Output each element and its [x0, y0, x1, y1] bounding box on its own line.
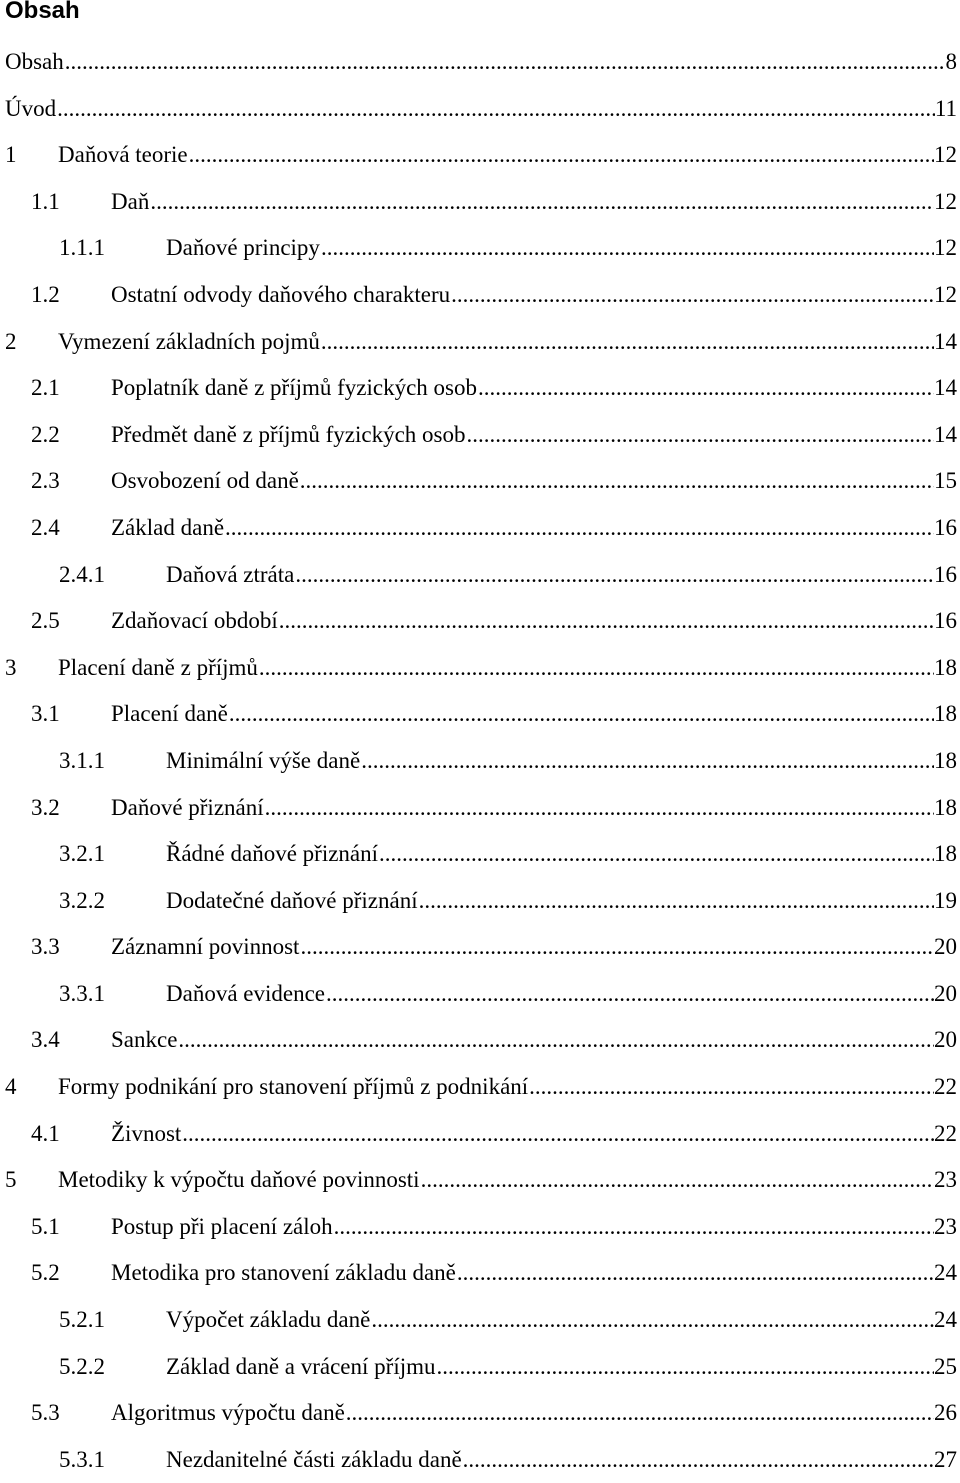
toc-entry-page-number: 18 [934, 747, 957, 773]
toc-entry-line [31, 785, 957, 832]
toc-entry-line [31, 1204, 957, 1251]
toc-entry[interactable] [0, 1064, 960, 1111]
toc-entry-line [31, 272, 957, 319]
dot-leader [325, 971, 934, 1018]
toc-entry-page-number: 16 [934, 608, 957, 634]
toc-entry[interactable] [0, 1344, 960, 1391]
toc-entry-title: Daňové principy [166, 235, 320, 261]
toc-entry-page-number: 12 [934, 188, 957, 214]
toc-entry-page-number: 12 [934, 281, 957, 307]
toc-entry[interactable] [0, 924, 960, 971]
dot-leader [528, 1064, 934, 1111]
toc-entry-number: 2.1 [31, 375, 60, 401]
toc-entry-page-number: 12 [934, 235, 957, 261]
toc-entry-number: 5.2.1 [59, 1307, 105, 1333]
dot-leader [477, 365, 934, 412]
dot-leader [264, 785, 934, 832]
toc-entry-number: 1 [5, 142, 17, 168]
toc-entry-title: Záznamní povinnost [111, 934, 300, 960]
toc-entry-line [5, 86, 957, 133]
dot-leader [360, 738, 934, 785]
toc-entry-number: 3.1 [31, 701, 60, 727]
dot-leader [345, 1390, 934, 1437]
toc-entry[interactable] [0, 86, 960, 133]
toc-entry[interactable] [0, 225, 960, 272]
toc-entry-title: Ostatní odvody daňového charakteru [111, 281, 451, 307]
toc-entry-line [59, 1344, 957, 1391]
toc-entry-number: 1.1.1 [59, 235, 105, 261]
dot-leader [420, 1157, 934, 1204]
toc-entry[interactable] [0, 552, 960, 599]
toc-entry-line [5, 132, 957, 179]
toc-entry-number: 3.4 [31, 1027, 60, 1053]
toc-entry[interactable] [0, 1157, 960, 1204]
toc-entry[interactable] [0, 1297, 960, 1344]
toc-entry-title: Daň [111, 188, 150, 214]
toc-entry-page-number: 18 [934, 654, 957, 680]
toc-entry-page-number: 23 [934, 1213, 957, 1239]
toc-entry-title: Metodika pro stanovení základu daně [111, 1260, 456, 1286]
toc-entry-line [59, 878, 957, 925]
dot-leader [258, 645, 934, 692]
toc-entry-page-number: 20 [934, 934, 957, 960]
toc-entry-title: Sankce [111, 1027, 178, 1053]
toc-entry-line [59, 831, 957, 878]
toc-entry-number: 2.4.1 [59, 561, 105, 587]
toc-entry[interactable] [0, 319, 960, 366]
toc-entry-title: Minimální výše daně [166, 747, 361, 773]
toc-entry-number: 5 [5, 1167, 17, 1193]
toc-entry-page-number: 26 [934, 1400, 957, 1426]
dot-leader [370, 1297, 934, 1344]
toc-entry-page-number: 18 [934, 841, 957, 867]
toc-entry-title: Osvobození od daně [111, 468, 299, 494]
toc-entry-line [31, 179, 957, 226]
toc-entry[interactable] [0, 132, 960, 179]
toc-entry[interactable] [0, 458, 960, 505]
toc-entry-number: 3.1.1 [59, 747, 105, 773]
toc-entry-page-number: 18 [934, 701, 957, 727]
toc-entry-number: 3.3 [31, 934, 60, 960]
toc-entry-number: 3.2.1 [59, 841, 105, 867]
dot-leader [64, 39, 946, 86]
toc-entry-number: 4 [5, 1074, 17, 1100]
dot-leader [320, 319, 934, 366]
toc-entry-title: Poplatník daně z příjmů fyzických osob [111, 375, 478, 401]
toc-entry[interactable] [0, 1250, 960, 1297]
toc-entry-page-number: 24 [934, 1260, 957, 1286]
toc-entry-line [31, 691, 957, 738]
toc-entry-line [59, 738, 957, 785]
toc-entry-page-number: 14 [934, 375, 957, 401]
toc-entry-title: Řádné daňové přiznání [166, 841, 379, 867]
toc-entry-page-number: 23 [934, 1167, 957, 1193]
toc-entry-title: Daňová evidence [166, 980, 326, 1006]
toc-entry-line [31, 1250, 957, 1297]
toc-entry-number: 2.3 [31, 468, 60, 494]
toc-entry-line [31, 505, 957, 552]
dot-leader [462, 1437, 934, 1483]
toc-entry-line [31, 412, 957, 459]
toc-entry-number: 1.1 [31, 188, 60, 214]
toc-entry-number: 5.2 [31, 1260, 60, 1286]
dot-leader [320, 225, 934, 272]
toc-entry-page-number: 18 [934, 794, 957, 820]
toc-entry[interactable] [0, 1111, 960, 1158]
toc-entry-title: Daňové přiznání [111, 794, 264, 820]
toc-entry[interactable] [0, 598, 960, 645]
toc-entry-number: 2.5 [31, 608, 60, 634]
toc-entry-title: Nezdanitelné části základu daně [166, 1446, 462, 1472]
toc-entry[interactable] [0, 971, 960, 1018]
dot-leader [299, 458, 934, 505]
toc-entry-title: Daňová ztráta [166, 561, 295, 587]
dot-leader [177, 1017, 934, 1064]
toc-entry[interactable] [0, 831, 960, 878]
toc-entry-page-number: 25 [934, 1353, 957, 1379]
page-heading: Obsah [5, 0, 80, 24]
toc-entry-title: Vymezení základních pojmů [58, 328, 320, 354]
toc-entry-page-number: 8 [945, 49, 957, 74]
toc-entry-title: Živnost [111, 1120, 182, 1146]
toc-entry[interactable] [0, 691, 960, 738]
toc-entry-page-number: 27 [934, 1446, 957, 1472]
toc-entry-line [31, 1111, 957, 1158]
toc-entry-title: Základ daně [111, 514, 225, 540]
toc-entry-title: Postup při placení záloh [111, 1213, 333, 1239]
toc-entry-title: Daňová teorie [58, 142, 188, 168]
dot-leader [228, 691, 934, 738]
dot-leader [299, 924, 934, 971]
toc-entry-number: 2.4 [31, 514, 60, 540]
toc-entry-title: Zdaňovací období [111, 608, 278, 634]
toc-entry-title: Základ daně a vrácení příjmu [166, 1353, 436, 1379]
toc-entry-line [59, 1437, 957, 1483]
dot-leader [450, 272, 934, 319]
dot-leader [224, 505, 934, 552]
toc-entry-title: Metodiky k výpočtu daňové povinnosti [58, 1167, 420, 1193]
toc-entry-page-number: 20 [934, 980, 957, 1006]
toc-entry[interactable] [0, 365, 960, 412]
toc-entry-line [31, 598, 957, 645]
toc-entry-line [5, 645, 957, 692]
toc-entry-line [31, 924, 957, 971]
toc-entry-number: 2.2 [31, 421, 60, 447]
toc-entry-number: 5.1 [31, 1213, 60, 1239]
toc-entry[interactable] [0, 505, 960, 552]
toc-entry-page-number: 12 [934, 142, 957, 168]
table-of-contents [0, 39, 960, 1483]
dot-leader [436, 1344, 935, 1391]
toc-entry[interactable] [0, 1390, 960, 1437]
toc-entry-title: Obsah [5, 49, 64, 74]
toc-entry-number: 3.3.1 [59, 980, 105, 1006]
toc-entry[interactable] [0, 1017, 960, 1064]
toc-entry-page-number: 16 [934, 514, 957, 540]
toc-entry[interactable] [0, 272, 960, 319]
dot-leader [278, 598, 934, 645]
toc-entry[interactable] [0, 878, 960, 925]
toc-entry-title: Placení daně z příjmů [58, 654, 258, 680]
toc-entry-number: 3 [5, 654, 17, 680]
dot-leader [149, 179, 934, 226]
dot-leader [465, 412, 934, 459]
dot-leader [181, 1111, 934, 1158]
toc-entry-line [5, 1064, 957, 1111]
toc-entry-page-number: 24 [934, 1307, 957, 1333]
toc-entry-title: Úvod [5, 95, 57, 121]
toc-entry-number: 5.2.2 [59, 1353, 105, 1379]
toc-entry-line [59, 225, 957, 272]
dot-leader [456, 1250, 934, 1297]
toc-entry-number: 3.2.2 [59, 887, 105, 913]
toc-entry-page-number: 20 [934, 1027, 957, 1053]
toc-entry[interactable] [0, 39, 960, 86]
toc-entry-number: 5.3 [31, 1400, 60, 1426]
dot-leader [56, 86, 935, 133]
toc-entry-line [5, 39, 957, 86]
toc-entry-line [31, 458, 957, 505]
toc-entry-line [31, 1017, 957, 1064]
toc-entry-page-number: 14 [934, 421, 957, 447]
toc-entry-number: 4.1 [31, 1120, 60, 1146]
toc-entry-title: Algoritmus výpočtu daně [111, 1400, 345, 1426]
dot-leader [378, 831, 934, 878]
toc-entry[interactable] [0, 412, 960, 459]
dot-leader [418, 878, 934, 925]
toc-entry-line [5, 1157, 957, 1204]
toc-entry-title: Formy podnikání pro stanovení příjmů z podnikání [58, 1074, 529, 1100]
toc-entry-number: 1.2 [31, 281, 60, 307]
toc-entry-line [5, 319, 957, 366]
dot-leader [294, 552, 934, 599]
toc-entry-page-number: 22 [934, 1120, 957, 1146]
toc-entry-title: Placení daně [111, 701, 228, 727]
toc-entry-number: 3.2 [31, 794, 60, 820]
toc-entry-line [59, 1297, 957, 1344]
toc-entry[interactable] [0, 785, 960, 832]
toc-entry-line [31, 365, 957, 412]
toc-entry-line [59, 552, 957, 599]
toc-entry[interactable] [0, 738, 960, 785]
toc-entry[interactable] [0, 1437, 960, 1483]
dot-leader [333, 1204, 934, 1251]
dot-leader [188, 132, 934, 179]
toc-entry-title: Dodatečné daňové přiznání [166, 887, 418, 913]
toc-entry-page-number: 15 [934, 468, 957, 494]
toc-entry-page-number: 14 [934, 328, 957, 354]
toc-entry-page-number: 11 [934, 95, 957, 121]
toc-entry[interactable] [0, 179, 960, 226]
toc-entry-number: 5.3.1 [59, 1446, 105, 1472]
toc-entry-page-number: 16 [934, 561, 957, 587]
toc-entry[interactable] [0, 645, 960, 692]
toc-entry-line [59, 971, 957, 1018]
toc-entry-line [31, 1390, 957, 1437]
toc-entry-page-number: 19 [934, 887, 957, 913]
toc-entry-title: Výpočet základu daně [166, 1307, 371, 1333]
toc-entry[interactable] [0, 1204, 960, 1251]
toc-entry-number: 2 [5, 328, 17, 354]
toc-entry-page-number: 22 [934, 1074, 957, 1100]
toc-entry-title: Předmět daně z příjmů fyzických osob [111, 421, 466, 447]
